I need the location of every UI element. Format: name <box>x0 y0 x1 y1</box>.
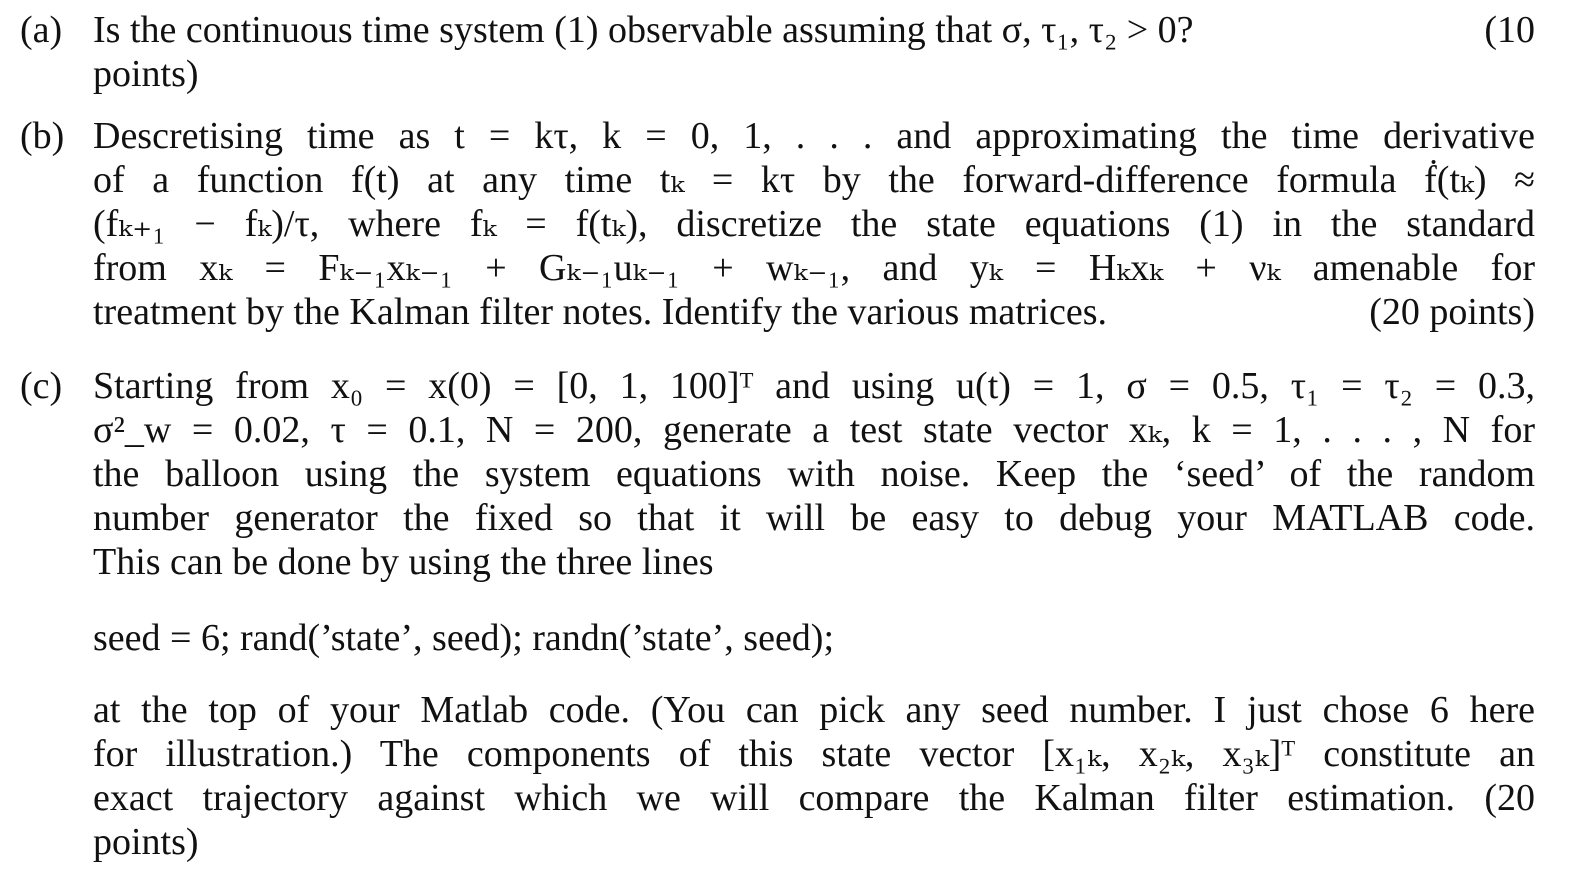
question-c-marker: (c) <box>20 365 63 407</box>
question-a-line-2: points) <box>93 53 199 95</box>
question-c-line-3: the balloon using the system equations with noise. Keep the ‘seed’ of the random <box>93 453 1535 495</box>
question-b-points: (20 points) <box>1369 291 1535 333</box>
question-c-after-line-2: for illustration.) The components of this state vector [x₁ₖ, x₂ₖ, x₃ₖ]ᵀ constitute an <box>93 733 1535 775</box>
question-c-line-1: Starting from x₀ = x(0) = [0, 1, 100]ᵀ and using u(t) = 1, σ = 0.5, τ₁ = τ₂ = 0.3, <box>93 365 1535 407</box>
question-b-line-4: from xₖ = Fₖ₋₁xₖ₋₁ + Gₖ₋₁uₖ₋₁ + wₖ₋₁, and yₖ = Hₖxₖ + νₖ amenable for <box>93 247 1535 289</box>
question-a-line-1: Is the continuous time system (1) observable assuming that σ, τ₁, τ₂ > 0? <box>93 9 1194 51</box>
question-b-line-1: Descretising time as t = kτ, k = 0, 1, . . . and approximating the time derivative <box>93 115 1535 157</box>
question-c-after-line-1: at the top of your Matlab code. (You can pick any seed number. I just chose 6 here <box>93 689 1535 731</box>
question-a-text <box>93 8 1535 96</box>
question-b-line-5: treatment by the Kalman filter notes. Identify the various matrices. <box>93 291 1108 333</box>
question-c-after-line-3: exact trajectory against which we will compare the Kalman filter estimation. (20 <box>93 777 1535 819</box>
question-c-after-text <box>93 688 1535 864</box>
question-b-line-3: (fₖ₊₁ − fₖ)/τ, where fₖ = f(tₖ), discretize the state equations (1) in the standard <box>93 203 1535 245</box>
question-a-marker: (a) <box>20 9 63 51</box>
question-c-line-5: This can be done by using the three lines <box>93 541 714 583</box>
seed-code-line: seed = 6; rand(’state’, seed); randn(’state’, seed); <box>93 617 835 659</box>
question-c-line-2: σ²_w = 0.02, τ = 0.1, N = 200, generate a test state vector xₖ, k = 1, . . . , N for <box>93 409 1535 451</box>
question-b-line-2: of a function f(t) at any time tₖ = kτ by the forward-difference formula ḟ(tₖ) ≈ <box>93 159 1535 201</box>
question-c-text <box>93 364 1535 584</box>
question-b-text <box>93 114 1535 334</box>
question-c-after-line-4: points) <box>93 821 199 863</box>
question-a-points: (10 <box>1484 9 1535 51</box>
question-c-line-4: number generator the fixed so that it will be easy to debug your MATLAB code. <box>93 497 1535 539</box>
question-b-marker: (b) <box>20 115 65 157</box>
